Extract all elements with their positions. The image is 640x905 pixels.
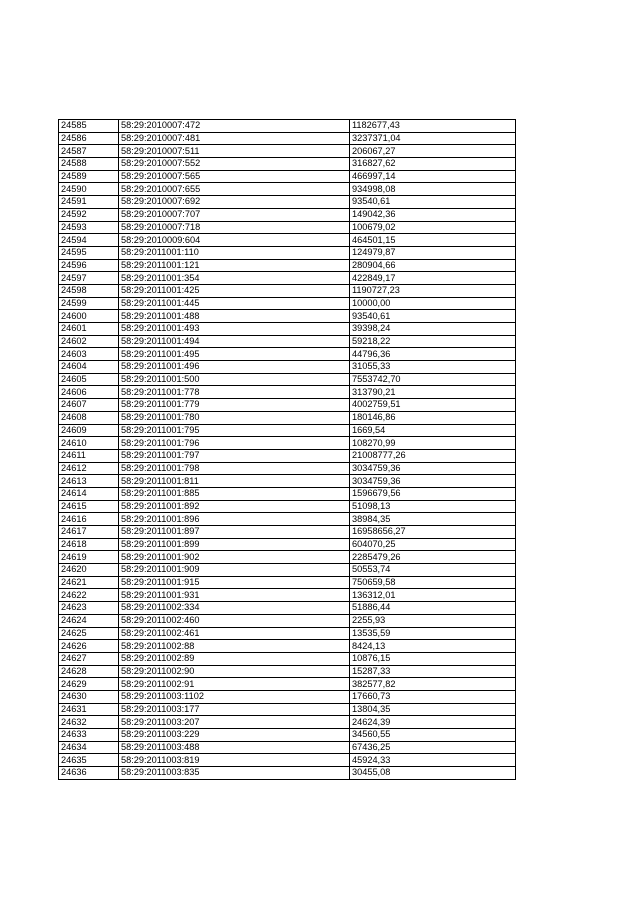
cadastral-number-cell: 58:29:2011001:897	[119, 526, 350, 539]
cadastral-number-cell: 58:29:2010007:481	[119, 132, 350, 145]
cadastral-number-cell: 58:29:2011001:780	[119, 411, 350, 424]
cadastral-number-cell: 58:29:2011001:902	[119, 551, 350, 564]
cadastral-number-cell: 58:29:2011001:931	[119, 589, 350, 602]
table-row	[59, 259, 516, 272]
cadastral-number-cell: 58:29:2011002:460	[119, 614, 350, 627]
cadastral-number-cell: 58:29:2011001:811	[119, 475, 350, 488]
cadastral-number-cell: 58:29:2011001:779	[119, 399, 350, 412]
value-cell: 13535,59	[350, 627, 516, 640]
cadastral-number-cell: 58:29:2011001:495	[119, 348, 350, 361]
row-number-cell: 24588	[59, 158, 119, 171]
value-cell: 50553,74	[350, 564, 516, 577]
table-row	[59, 373, 516, 386]
value-cell: 280904,66	[350, 259, 516, 272]
table-row	[59, 120, 516, 133]
value-cell: 750659,58	[350, 576, 516, 589]
value-cell: 2285479,26	[350, 551, 516, 564]
cadastral-number-cell: 58:29:2011001:778	[119, 386, 350, 399]
table-row	[59, 690, 516, 703]
table-body	[59, 120, 516, 780]
value-cell: 2255,93	[350, 614, 516, 627]
table-row	[59, 424, 516, 437]
table-row	[59, 411, 516, 424]
cadastral-number-cell: 58:29:2010007:718	[119, 221, 350, 234]
table-row	[59, 526, 516, 539]
row-number-cell: 24625	[59, 627, 119, 640]
value-cell: 1669,54	[350, 424, 516, 437]
cadastral-number-cell: 58:29:2011001:496	[119, 361, 350, 374]
row-number-cell: 24587	[59, 145, 119, 158]
table-row	[59, 602, 516, 615]
table-row	[59, 272, 516, 285]
cadastral-number-cell: 58:29:2010007:511	[119, 145, 350, 158]
table-row	[59, 652, 516, 665]
table-row	[59, 297, 516, 310]
table-row	[59, 767, 516, 780]
cadastral-number-cell: 58:29:2011001:354	[119, 272, 350, 285]
table-row	[59, 729, 516, 742]
table-row	[59, 513, 516, 526]
value-cell: 136312,01	[350, 589, 516, 602]
row-number-cell: 24621	[59, 576, 119, 589]
value-cell: 10000,00	[350, 297, 516, 310]
cadastral-number-cell: 58:29:2011001:488	[119, 310, 350, 323]
cadastral-number-cell: 58:29:2011003:819	[119, 754, 350, 767]
row-number-cell: 24619	[59, 551, 119, 564]
cadastral-number-cell: 58:29:2010007:692	[119, 196, 350, 209]
value-cell: 16958656,27	[350, 526, 516, 539]
value-cell: 206067,27	[350, 145, 516, 158]
table-row	[59, 208, 516, 221]
value-cell: 422849,17	[350, 272, 516, 285]
value-cell: 3034759,36	[350, 475, 516, 488]
cadastral-number-cell: 58:29:2011001:909	[119, 564, 350, 577]
row-number-cell: 24632	[59, 716, 119, 729]
cadastral-number-cell: 58:29:2011001:121	[119, 259, 350, 272]
table-row	[59, 449, 516, 462]
value-cell: 39398,24	[350, 323, 516, 336]
value-cell: 21008777,26	[350, 449, 516, 462]
value-cell: 604070,25	[350, 538, 516, 551]
row-number-cell: 24590	[59, 183, 119, 196]
value-cell: 1182677,43	[350, 120, 516, 133]
cadastral-number-cell: 58:29:2011001:796	[119, 437, 350, 450]
row-number-cell: 24585	[59, 120, 119, 133]
cadastral-number-cell: 58:29:2011001:425	[119, 284, 350, 297]
value-cell: 15287,33	[350, 665, 516, 678]
row-number-cell: 24627	[59, 652, 119, 665]
row-number-cell: 24594	[59, 234, 119, 247]
row-number-cell: 24591	[59, 196, 119, 209]
value-cell: 180146,86	[350, 411, 516, 424]
value-cell: 51886,44	[350, 602, 516, 615]
row-number-cell: 24620	[59, 564, 119, 577]
cadastral-number-cell: 58:29:2011001:500	[119, 373, 350, 386]
row-number-cell: 24617	[59, 526, 119, 539]
value-cell: 464501,15	[350, 234, 516, 247]
cadastral-number-cell: 58:29:2010007:565	[119, 170, 350, 183]
row-number-cell: 24611	[59, 449, 119, 462]
row-number-cell: 24630	[59, 690, 119, 703]
cadastral-value-table	[58, 119, 516, 780]
row-number-cell: 24603	[59, 348, 119, 361]
cadastral-number-cell: 58:29:2011003:177	[119, 703, 350, 716]
cadastral-number-cell: 58:29:2011001:110	[119, 246, 350, 259]
cadastral-number-cell: 58:29:2011001:798	[119, 462, 350, 475]
row-number-cell: 24624	[59, 614, 119, 627]
row-number-cell: 24602	[59, 335, 119, 348]
value-cell: 466997,14	[350, 170, 516, 183]
value-cell: 59218,22	[350, 335, 516, 348]
value-cell: 24624,39	[350, 716, 516, 729]
table-row	[59, 627, 516, 640]
row-number-cell: 24613	[59, 475, 119, 488]
row-number-cell: 24597	[59, 272, 119, 285]
table-row	[59, 196, 516, 209]
table-row	[59, 741, 516, 754]
table-row	[59, 284, 516, 297]
table-row	[59, 323, 516, 336]
row-number-cell: 24596	[59, 259, 119, 272]
table-row	[59, 221, 516, 234]
row-number-cell: 24604	[59, 361, 119, 374]
cadastral-number-cell: 58:29:2011001:797	[119, 449, 350, 462]
cadastral-number-cell: 58:29:2010007:472	[119, 120, 350, 133]
row-number-cell: 24631	[59, 703, 119, 716]
cadastral-number-cell: 58:29:2011002:91	[119, 678, 350, 691]
cadastral-number-cell: 58:29:2011001:892	[119, 500, 350, 513]
table-row	[59, 475, 516, 488]
table-row	[59, 234, 516, 247]
value-cell: 313790,21	[350, 386, 516, 399]
table-row	[59, 145, 516, 158]
table-row	[59, 132, 516, 145]
value-cell: 31055,33	[350, 361, 516, 374]
table-row	[59, 564, 516, 577]
value-cell: 10876,15	[350, 652, 516, 665]
row-number-cell: 24634	[59, 741, 119, 754]
table-row	[59, 437, 516, 450]
value-cell: 316827,62	[350, 158, 516, 171]
cadastral-number-cell: 58:29:2011002:88	[119, 640, 350, 653]
cadastral-number-cell: 58:29:2011003:488	[119, 741, 350, 754]
value-cell: 8424,13	[350, 640, 516, 653]
table-row	[59, 386, 516, 399]
table-row	[59, 703, 516, 716]
row-number-cell: 24615	[59, 500, 119, 513]
cadastral-number-cell: 58:29:2011003:1102	[119, 690, 350, 703]
table-row	[59, 551, 516, 564]
cadastral-number-cell: 58:29:2011001:493	[119, 323, 350, 336]
value-cell: 34560,55	[350, 729, 516, 742]
table-row	[59, 640, 516, 653]
cadastral-number-cell: 58:29:2011002:90	[119, 665, 350, 678]
value-cell: 67436,25	[350, 741, 516, 754]
table-row	[59, 500, 516, 513]
row-number-cell: 24612	[59, 462, 119, 475]
cadastral-number-cell: 58:29:2011001:915	[119, 576, 350, 589]
value-cell: 4002759,51	[350, 399, 516, 412]
table-row	[59, 399, 516, 412]
row-number-cell: 24606	[59, 386, 119, 399]
row-number-cell: 24592	[59, 208, 119, 221]
value-cell: 934998,08	[350, 183, 516, 196]
row-number-cell: 24614	[59, 487, 119, 500]
value-cell: 7553742,70	[350, 373, 516, 386]
table-row	[59, 335, 516, 348]
row-number-cell: 24633	[59, 729, 119, 742]
table-row	[59, 614, 516, 627]
cadastral-number-cell: 58:29:2011001:795	[119, 424, 350, 437]
value-cell: 30455,08	[350, 767, 516, 780]
value-cell: 108270,99	[350, 437, 516, 450]
table-row	[59, 678, 516, 691]
row-number-cell: 24589	[59, 170, 119, 183]
value-cell: 1190727,23	[350, 284, 516, 297]
table-row	[59, 170, 516, 183]
value-cell: 1596679,56	[350, 487, 516, 500]
row-number-cell: 24635	[59, 754, 119, 767]
row-number-cell: 24608	[59, 411, 119, 424]
value-cell: 93540,61	[350, 196, 516, 209]
table-row	[59, 538, 516, 551]
cadastral-number-cell: 58:29:2010007:552	[119, 158, 350, 171]
cadastral-number-cell: 58:29:2010007:655	[119, 183, 350, 196]
row-number-cell: 24636	[59, 767, 119, 780]
value-cell: 13804,35	[350, 703, 516, 716]
row-number-cell: 24595	[59, 246, 119, 259]
row-number-cell: 24600	[59, 310, 119, 323]
row-number-cell: 24605	[59, 373, 119, 386]
table-row	[59, 487, 516, 500]
table-row	[59, 246, 516, 259]
table-row	[59, 462, 516, 475]
cadastral-number-cell: 58:29:2011002:89	[119, 652, 350, 665]
value-cell: 3034759,36	[350, 462, 516, 475]
cadastral-number-cell: 58:29:2011001:896	[119, 513, 350, 526]
value-cell: 100679,02	[350, 221, 516, 234]
table-row	[59, 158, 516, 171]
cadastral-number-cell: 58:29:2011003:835	[119, 767, 350, 780]
value-cell: 17660,73	[350, 690, 516, 703]
value-cell: 51098,13	[350, 500, 516, 513]
row-number-cell: 24609	[59, 424, 119, 437]
row-number-cell: 24599	[59, 297, 119, 310]
row-number-cell: 24626	[59, 640, 119, 653]
table-row	[59, 576, 516, 589]
row-number-cell: 24616	[59, 513, 119, 526]
cadastral-number-cell: 58:29:2011003:229	[119, 729, 350, 742]
row-number-cell: 24610	[59, 437, 119, 450]
cadastral-number-cell: 58:29:2010007:707	[119, 208, 350, 221]
cadastral-number-cell: 58:29:2011001:494	[119, 335, 350, 348]
value-cell: 93540,61	[350, 310, 516, 323]
cadastral-number-cell: 58:29:2011002:461	[119, 627, 350, 640]
row-number-cell: 24622	[59, 589, 119, 602]
cadastral-number-cell: 58:29:2011001:885	[119, 487, 350, 500]
row-number-cell: 24601	[59, 323, 119, 336]
value-cell: 3237371,04	[350, 132, 516, 145]
row-number-cell: 24598	[59, 284, 119, 297]
table-row	[59, 589, 516, 602]
row-number-cell: 24618	[59, 538, 119, 551]
row-number-cell: 24628	[59, 665, 119, 678]
row-number-cell: 24586	[59, 132, 119, 145]
value-cell: 124979,87	[350, 246, 516, 259]
row-number-cell: 24607	[59, 399, 119, 412]
value-cell: 45924,33	[350, 754, 516, 767]
value-cell: 44796,36	[350, 348, 516, 361]
cadastral-number-cell: 58:29:2011001:899	[119, 538, 350, 551]
value-cell: 382577,82	[350, 678, 516, 691]
table-row	[59, 348, 516, 361]
table-row	[59, 361, 516, 374]
cadastral-number-cell: 58:29:2010009:604	[119, 234, 350, 247]
value-cell: 149042,36	[350, 208, 516, 221]
table-row	[59, 665, 516, 678]
table-row	[59, 716, 516, 729]
cadastral-number-cell: 58:29:2011003:207	[119, 716, 350, 729]
value-cell: 38984,35	[350, 513, 516, 526]
row-number-cell: 24629	[59, 678, 119, 691]
table-row	[59, 754, 516, 767]
cadastral-number-cell: 58:29:2011002:334	[119, 602, 350, 615]
table-row	[59, 310, 516, 323]
row-number-cell: 24623	[59, 602, 119, 615]
row-number-cell: 24593	[59, 221, 119, 234]
table-row	[59, 183, 516, 196]
cadastral-number-cell: 58:29:2011001:445	[119, 297, 350, 310]
